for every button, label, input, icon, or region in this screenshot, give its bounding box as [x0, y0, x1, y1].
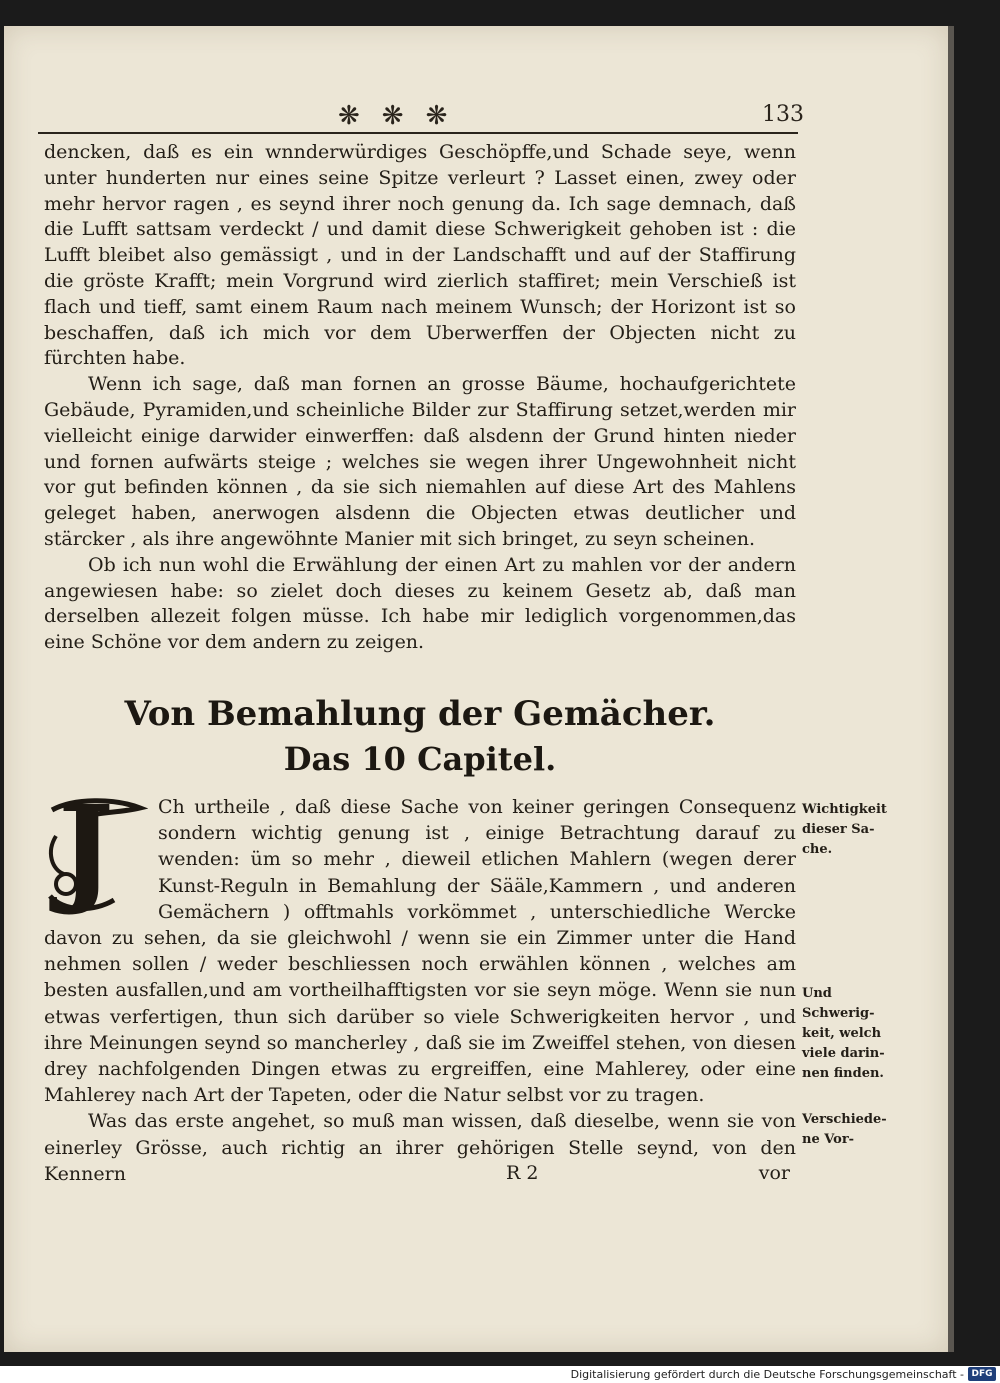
- digitization-credit: Digitalisierung gefördert durch die Deutsche Forschungsgemeinschaft -: [570, 1368, 964, 1381]
- initial-letter: J: [58, 779, 114, 918]
- decorated-initial: [44, 779, 148, 918]
- chapter-title: Von Bemahlung der Gemächer.: [124, 694, 716, 734]
- chapter-subtitle: Das 10 Capitel.: [283, 740, 557, 778]
- paragraph: Ch urtheile , daß diese Sache von keiner geringen Consequenz sondern wichtig genung ist , einige Betrachtung darauf zu wenden: üm so mehr , dieweil etlichen Mahlern (wegen derer Kunst-Reguln in Bemahlung der Sääle,Kammern , und anderen Gemächern ) offtmahls vorkömmet , unterschiedliche Wercke davon zu sehen, da sie gleichwohl / wenn sie ein Zimmer unter die Hand nehmen sollen / weder beschliessen noch erwählen können , welches am besten ausfallen,und am vortheilhafftigsten vor sie seyn möge. Wenn sie nun etwas verfertigen, thun sich darüber so viele Schwerigkeiten hervor , und ihre Meinungen seynd so mancherley , daß sie im Zweiffel stehen, von diesen drey nachfolgenden Dingen etwas zu ergreiffen, eine Mahlerey, oder eine Mahlerey nach Art der Tapeten, oder die Natur selbst vor zu tragen.: [44, 796, 796, 1107]
- marginal-line: dieser Sa-: [802, 822, 875, 837]
- marginal-line: Und: [802, 986, 832, 1001]
- marginal-line: keit, welch: [802, 1026, 882, 1041]
- ornament-glyph: ❋: [425, 101, 448, 131]
- marginal-line: nen finden.: [802, 1066, 884, 1081]
- marginal-line: ne Vor-: [802, 1132, 855, 1147]
- chapter-body: [44, 779, 796, 1187]
- header-rule: [38, 132, 798, 134]
- marginal-line: Wichtigkeit: [802, 802, 887, 817]
- page-edge: [948, 26, 954, 1352]
- marginal-line: Schwerig-: [802, 1006, 875, 1021]
- page-footer-line: [44, 1162, 796, 1190]
- signature-mark: R 2: [506, 1162, 539, 1184]
- header-ornament: [338, 98, 498, 134]
- continued-text: [44, 140, 796, 656]
- paragraph: Was das erste angehet, so muß man wissen, daß dieselbe, wenn sie von einerley Grösse, auch richtig an ihrer gehörigen Stelle seynd, von den Kennern: [44, 1110, 796, 1185]
- page-number: 133: [762, 102, 804, 127]
- paragraph: Ob ich nun wohl die Erwählung der einen Art zu mahlen vor der andern angewiesen habe: so zielet doch dieses zu keinem Gesetz ab, daß man derselben allezeit folgen müsse. Ich habe mir lediglich vorgenommen,das eine Schöne vor dem andern zu zeigen.: [44, 553, 796, 654]
- paragraph: dencken, daß es ein wnnderwürdiges Geschöpffe,und Schade seye, wenn unter hunderten nur eines seine Spitze verleurt ? Lasset einen, zwey oder mehr hervor ragen , es seynd ihrer noch genung da. Ich sage demnach, daß die Lufft sattsam verdeckt / und damit diese Schwerigkeit gehoben ist : die Lufft bleibet also gemässigt , und in der Landschafft und auf der Staffirung die gröste Krafft; mein Vorgrund wird zierlich staffiret; mein Verschieß ist flach und tieff, samt einem Raum nach meinem Wunsch; der Horizont ist so beschaffen, daß ich mich vor dem Uberwerffen der Objecten nicht zu fürchten habe.: [44, 141, 796, 370]
- marginal-note: [802, 800, 902, 860]
- marginal-line: che.: [802, 842, 833, 857]
- paragraph: Wenn ich sage, daß man fornen an grosse Bäume, hochaufgerichtete Gebäude, Pyramiden,und scheinliche Bilder zur Staffirung setzet,werden mir vielleicht einige darwider einwerffen: daß alsdenn der Grund hinten nieder und fornen aufwärts steige ; welches sie wegen ihrer Ungewohnheit nicht vor gut befinden können , da sie sich niemahlen auf diese Art des Mahlens geleget haben, anerwogen alsdenn die Objecten etwas deutlicher und stärcker , als ihre angewöhnte Manier mit sich bringet, zu seyn scheinen.: [44, 373, 796, 550]
- marginal-line: viele darin-: [802, 1046, 885, 1061]
- marginal-note: [802, 1110, 902, 1150]
- ornament-glyph: ❋: [381, 101, 404, 131]
- catchword: vor: [758, 1162, 790, 1184]
- ornament-glyph: ❋: [338, 101, 360, 131]
- marginal-line: Verschiede-: [802, 1112, 887, 1127]
- dfg-logo: DFG: [968, 1367, 996, 1381]
- marginal-note: [802, 984, 902, 1084]
